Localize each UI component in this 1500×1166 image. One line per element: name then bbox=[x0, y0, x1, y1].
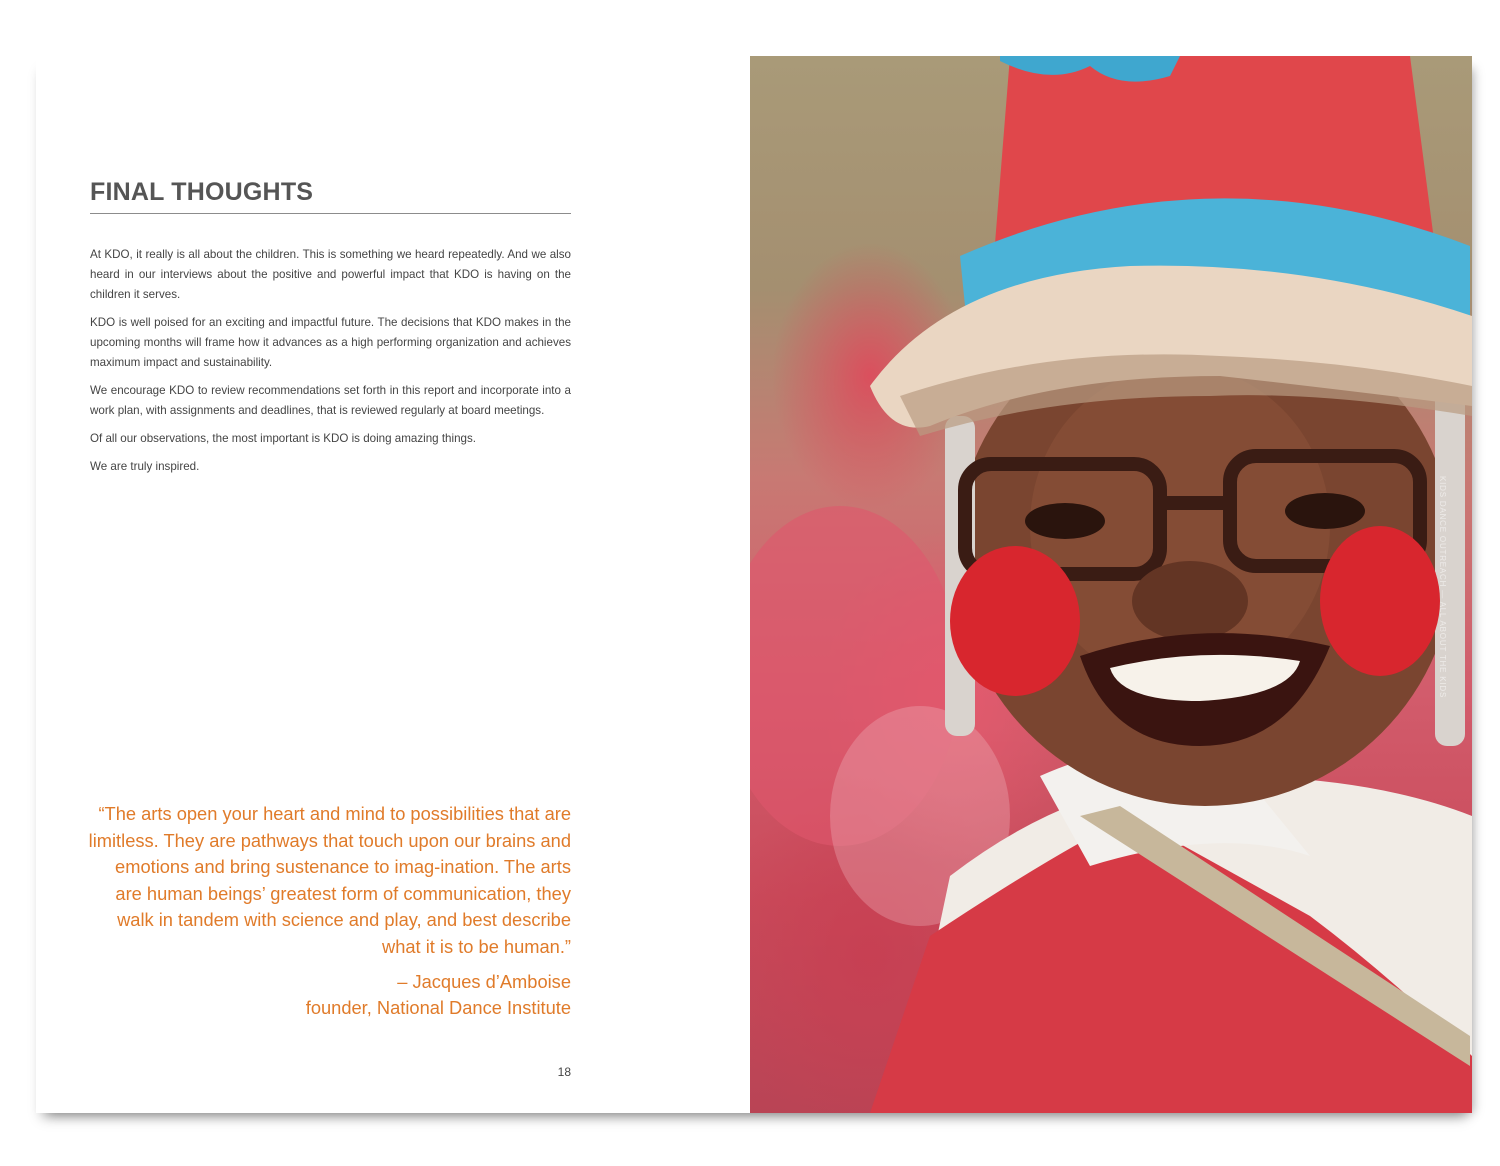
page-heading: FINAL THOUGHTS bbox=[90, 178, 571, 214]
nose bbox=[1132, 561, 1248, 641]
red-cheek-patch bbox=[1320, 526, 1440, 676]
paragraph: KDO is well poised for an exciting and impactful future. The decisions that KDO makes in the upcoming months will frame how it advances as a high performing organization and achieves maximum impact and sustainability. bbox=[90, 316, 571, 369]
red-cheek-patch bbox=[950, 546, 1080, 696]
glasses-bridge bbox=[1155, 496, 1235, 510]
paragraph: At KDO, it really is all about the children. This is something we heard repeatedly. And we also heard in our interviews about the positive and powerful impact that KDO is having on the children it serves. bbox=[90, 248, 571, 301]
brochure-spread bbox=[36, 56, 1472, 1113]
quote-attribution bbox=[86, 969, 571, 1022]
photo-page bbox=[750, 56, 1472, 1113]
quote-text: “The arts open your heart and mind to possibilities that are limitless. They are pathways that touch upon our brains and emotions and bring sustenance to imag-ination. The arts are human beings’ greatest form of communication, they walk in tandem with science and play, and best describe what it is to be human.” bbox=[88, 803, 571, 957]
eye bbox=[1025, 503, 1105, 539]
side-caption: KIDS DANCE OUTREACH — ALL ABOUT THE KIDS bbox=[1438, 476, 1447, 699]
paragraph: Of all our observations, the most important is KDO is doing amazing things. bbox=[90, 432, 476, 445]
attribution-title: founder, National Dance Institute bbox=[305, 997, 571, 1019]
page-number: 18 bbox=[557, 1065, 571, 1079]
pull-quote bbox=[86, 801, 571, 1022]
attribution-name: – Jacques d’Amboise bbox=[397, 970, 571, 992]
eye bbox=[1285, 493, 1365, 529]
body-text bbox=[90, 245, 571, 485]
paragraph: We are truly inspired. bbox=[90, 460, 200, 473]
paragraph: We encourage KDO to review recommendations set forth in this report and incorporate into a work plan, with assignments and deadlines, that is reviewed regularly at board meetings. bbox=[90, 384, 571, 417]
child-portrait-photo bbox=[750, 56, 1472, 1113]
left-page bbox=[36, 56, 750, 1113]
